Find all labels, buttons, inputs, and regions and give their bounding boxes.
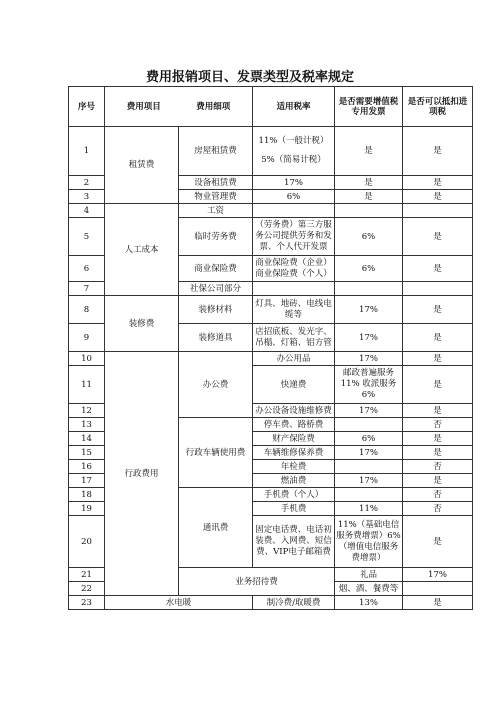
row-detail: 车辆维修保养费 [253,446,335,460]
group-rent: 租赁费 [105,127,179,204]
row-rate: 17% [403,568,473,582]
row-vat: 是 [403,432,473,446]
row-number: 2 [69,176,105,190]
row-vat: 是 [335,176,403,190]
row-number: 19 [69,502,105,516]
row-category: 商业保险费 [179,256,253,282]
table-row [69,596,473,610]
row-vat: 否 [403,502,473,516]
row-vat: 是 [403,516,473,568]
header-vat-required: 是否需要增值税专用发票 [335,87,403,127]
row-rate: 17% [335,446,403,460]
detail-enterprise: 商业保险费（企业） [255,257,332,268]
group-decor: 装修费 [105,296,179,352]
row-detail: 制冷费/取暖费 [253,596,335,610]
row-vat: 是 [403,218,473,256]
row-number: 20 [69,516,105,568]
row-number: 7 [69,282,105,296]
row-detail: 手机费 [253,502,335,516]
row-vat: 否 [403,418,473,432]
rate-general: 11%（一般计税） [258,136,329,146]
row-number: 13 [69,418,105,432]
row-detail: 手机费（个人） [253,488,335,502]
row-number: 5 [69,218,105,256]
row-rate [335,418,403,432]
row-rate: 6% [335,432,403,446]
detail-personal: 商业保险费（个人） [255,268,332,279]
row-vat: 是 [403,296,473,324]
row-vat: 是 [403,366,473,404]
row-detail: 年检费 [253,460,335,474]
row-rate: 6% [253,190,335,204]
row-rate: 17% [335,404,403,418]
row-detail: 礼品 [335,568,403,582]
table-row [69,127,473,176]
row-number: 8 [69,296,105,324]
row-detail: 灯具、地砖、电线电缆等 [253,296,335,324]
row-vat: 否 [403,488,473,502]
row-rate: 17% [335,352,403,366]
row-category: 设备租赁费 [179,176,253,190]
row-number: 4 [69,204,105,218]
row-category: 临时劳务费 [179,218,253,256]
row-rate: 13% [335,596,403,610]
row-number: 16 [69,460,105,474]
row-number: 11 [69,366,105,404]
row-category: 装修材料 [179,296,253,324]
row-rate [335,488,403,502]
row-vat: 是 [403,474,473,488]
row-vat: 是 [403,352,473,366]
header-detail: 费用细项 [196,101,231,112]
row-number: 9 [69,324,105,352]
row-number: 15 [69,446,105,460]
header-category-detail [105,87,253,127]
row-rate: 11% [335,502,403,516]
row-number: 1 [69,127,105,176]
row-vat: 否 [403,460,473,474]
row-vat: 是 [403,256,473,282]
group-comm: 通讯费 [179,488,253,568]
row-number: 22 [69,582,105,596]
row-vat: 是 [403,596,473,610]
row-detail: 烟、酒、餐费等 [335,582,403,596]
row-rate: 11%（基础电信服务费增票）6%（增值电信服务费增票） [335,516,403,568]
row-category: 物业管理费 [179,190,253,204]
row-number: 10 [69,352,105,366]
row-detail: 固定电话费、电话初装费、入网费、短信费、VIP电子邮箱费 [253,516,335,568]
row-number: 6 [69,256,105,282]
row-vat: 是 [335,127,403,176]
row-deductible: 是 [403,190,473,204]
row-vat: 是 [403,324,473,352]
row-category: 房屋租赁费 [179,127,253,176]
row-rate: 17% [335,324,403,352]
row-category: 装修道具 [179,324,253,352]
row-number: 23 [69,596,105,610]
row-vat: 是 [403,404,473,418]
row-detail: 财产保险费 [253,432,335,446]
row-vat: 是 [335,190,403,204]
row-rate: 17% [335,296,403,324]
group-vehicle: 行政车辆使用费 [179,418,253,488]
row-rate: 6% [335,218,403,256]
header-category: 费用项目 [126,101,161,112]
row-number: 12 [69,404,105,418]
header-no: 序号 [69,87,105,127]
row-number: 17 [69,474,105,488]
row-rate: 6% [335,256,403,282]
expense-table [68,86,473,610]
row-rate [403,582,473,596]
row-detail: 办公设备设施维修费 [253,404,335,418]
row-category: 工资 [179,204,253,218]
row-number: 3 [69,190,105,204]
group-office: 办公费 [179,352,253,418]
group-hospitality: 业务招待费 [179,568,335,596]
row-rate [335,460,403,474]
row-rate: 17% [253,176,335,190]
row-detail [253,256,335,282]
table-row [69,204,473,218]
row-rate [253,127,335,176]
row-category: 水电暖 [105,596,253,610]
row-detail: 办公用品 [253,352,335,366]
group-admin: 行政费用 [105,352,179,596]
header-rate: 适用税率 [253,87,335,127]
row-number: 14 [69,432,105,446]
page-title: 费用报销项目、发票类型及税率规定 [145,70,354,85]
row-detail: 店招底板、发光字、吊榻、灯箱、铝方管 [253,324,335,352]
table-row [69,296,473,324]
header-deductible: 是否可以抵扣进项税 [403,87,473,127]
row-rate: 邮政普遍服务 11% 收派服务 6% [335,366,403,404]
row-rate: 17% [335,474,403,488]
row-vat: 是 [403,446,473,460]
rate-simple: 5%（简易计税） [261,155,326,165]
row-deductible: 是 [403,127,473,176]
header-row [69,87,473,127]
row-number: 21 [69,568,105,582]
group-labor: 人工成本 [105,204,179,296]
row-detail: 燃油费 [253,474,335,488]
table-row [69,352,473,366]
row-deductible: 是 [403,176,473,190]
row-detail: 快递费 [253,366,335,404]
row-number: 18 [69,488,105,502]
row-detail: 停车费、路桥费 [253,418,335,432]
row-category: 社保公司部分 [179,282,253,296]
row-detail: （劳务费）第三方服务公司提供劳务和发票、个人代开发票 [253,218,335,256]
